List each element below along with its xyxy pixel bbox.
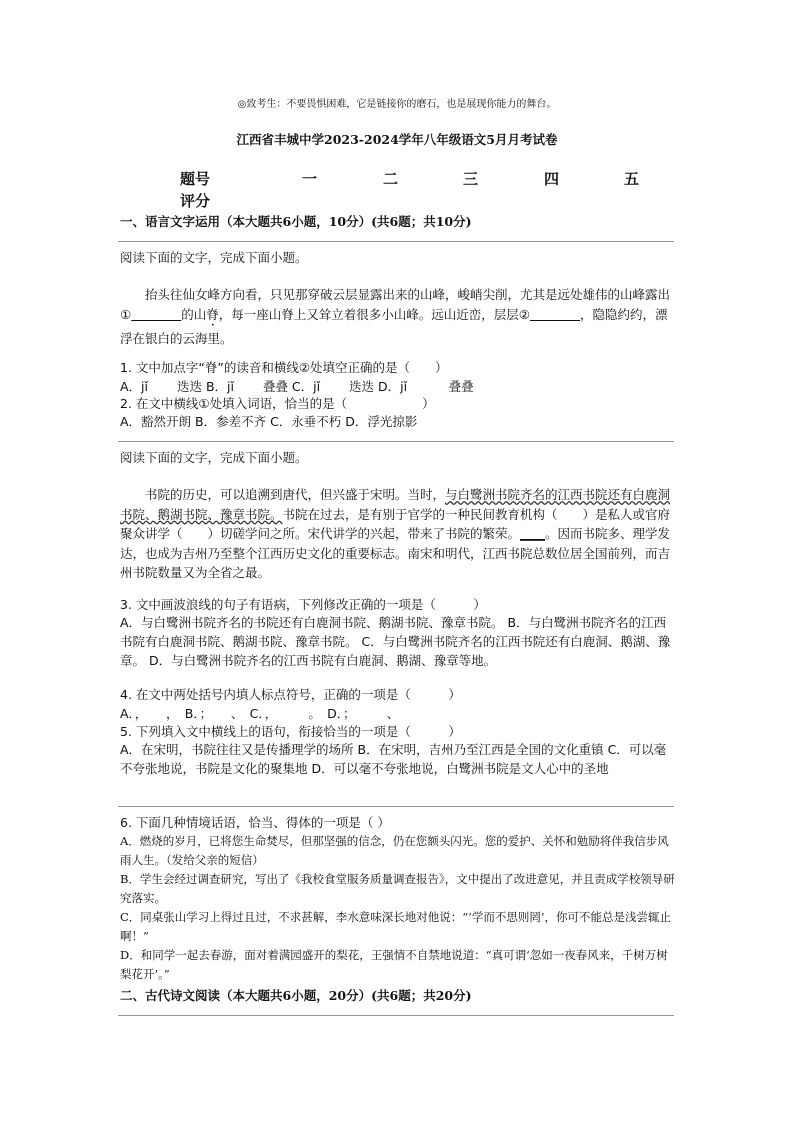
- question-6-option-a: A．燃烧的岁月，已将您生命焚尽，但那坚强的信念，仍在您额头闪光。您的爱护、关怀和勉励将伴我信步风雨人生。（发给父亲的短信）: [120, 834, 669, 867]
- motto-line: ◎致考生：不要畏惧困难，它是链接你的磨石，也是展现你能力的舞台。: [237, 99, 557, 110]
- question-6: 6. 下面几种情境话语，恰当、得体的一项是（ ）: [120, 815, 390, 830]
- exam-title: 江西省丰城中学2023-2024学年八年级语文5月月考试卷: [236, 132, 558, 147]
- question-2-options: A．豁然开朗 B．参差不齐 C．永垂不朽 D．浮光掠影: [120, 414, 418, 429]
- score-row-label: 评分: [180, 192, 211, 210]
- question-6-option-b: B．学生会经过调查研究，写出了《我校食堂服务质量调查报告》，文中提出了改进意见，并且责成学校领导研究落实。: [120, 872, 675, 905]
- score-cell-1: 一: [302, 170, 318, 188]
- passage2-intro: 阅读下面的文字，完成下面小题。: [120, 450, 308, 465]
- question-6-option-d: D．和同学一起去春游，面对着满园盛开的梨花，王强情不自禁地说道：“真可谓‘忽如一夜春风来，千树万树梨花开’。”: [120, 948, 668, 981]
- passage1-intro: 阅读下面的文字，完成下面小题。: [120, 250, 308, 265]
- score-cell-4: 四: [544, 170, 560, 188]
- score-cell-2: 二: [383, 170, 399, 188]
- question-6-option-c: C．同桌张山学习上得过且过，不求甚解，李水意味深长地对他说：“‘学而不思则罔’，你可不能总是浅尝辄止啊！”: [120, 910, 671, 943]
- dotted-char: 脊: [206, 307, 219, 322]
- section1-heading: 一、语言文字运用（本大题共6小题，10分）(共6题；共10分): [120, 214, 472, 229]
- question-3-options: A．与白鹭洲书院齐名的书院还有白鹿洞书院、鹅湖书院、豫章书院。 B．与白鹭洲书院齐名的江西书院有白鹿洞书院、鹅湖书院、豫章书院。 C．与白鹭洲书院齐名的江西书院还有白鹿洞、鹅湖、豫章。 D．与白鹭洲书院齐名的江西书院有白鹿洞、鹅湖、豫章等地。: [120, 615, 671, 668]
- divider: [118, 441, 674, 442]
- wavy-sentence: 与白鹭洲书院齐名的江西书院还有白鹿洞书院、鹅湖书院、豫章书院。: [120, 487, 671, 522]
- passage1-text: 抬头往仙女峰方向看，只见那穿破云层显露出来的山峰，峻峭尖削，尤其是远处雄伟的山峰露出① 的山脊，每一座山脊上又耸立着很多小山峰。远山近峦，层层② ，隐隐约约，漂浮在银白的云海里。: [120, 287, 671, 346]
- score-cell-5: 五: [624, 170, 640, 188]
- question-3: 3. 文中画波浪线的句子有语病，下列修改正确的一项是（ ）: [120, 597, 486, 612]
- section2-heading: 二、古代诗文阅读（本大题共6小题，20分）(共6题；共20分): [120, 988, 472, 1003]
- blank-2: [530, 307, 580, 322]
- question-1: 1. 文中加点字“脊”的读音和横线②处填空正确的是（ ）: [120, 360, 448, 375]
- question-1-options: A．jǐ 迭迭 B．jǐ 叠叠 C．jǐ 迭迭 D．jǐ 叠叠: [120, 379, 474, 394]
- blank-3: ____: [520, 526, 546, 541]
- question-4: 4. 在文中两处括号内填人标点符号，正确的一项是（ ）: [120, 687, 461, 702]
- score-cell-3: 三: [463, 170, 479, 188]
- question-5: 5. 下列填入文中横线上的语句，衔接恰当的一项是（ ）: [120, 724, 461, 739]
- question-4-options: A．， ， B．； 、 C．， 。 D．； 、: [120, 706, 400, 721]
- divider: [118, 806, 674, 807]
- divider: [118, 1015, 674, 1016]
- passage2-text: 书院的历史，可以追溯到唐代，但兴盛于宋明。当时，与白鹭洲书院齐名的江西书院还有白鹿洞书院、鹅湖书院、豫章书院。书院在过去，是有别于官学的一种民间教育机构（ ）是私人或官府聚众讲学（ ）切磋学问之所。宋代讲学的兴起，带来了书院的繁荣。____。因而书院多、理学发达，也成为吉州乃至整个江西历史文化的重要标志。南宋和明代，江西书院总数位居全国前列，而吉州书院数量又为全省之最。: [120, 487, 671, 580]
- question-5-options: A．在宋明，书院往往又是传播理学的场所 B．在宋明，吉州乃至江西是全国的文化重镇 C．可以毫不夸张地说，书院是文化的聚集地 D．可以毫不夸张地说，白鹭洲书院是文人心中的圣地: [120, 742, 667, 776]
- score-cell-label: 题号: [180, 170, 211, 188]
- blank-1: [131, 307, 181, 322]
- divider: [118, 241, 674, 242]
- score-table-header-row: [0, 168, 794, 188]
- question-2: 2. 在文中横线①处填入词语，恰当的是（ ）: [120, 396, 435, 411]
